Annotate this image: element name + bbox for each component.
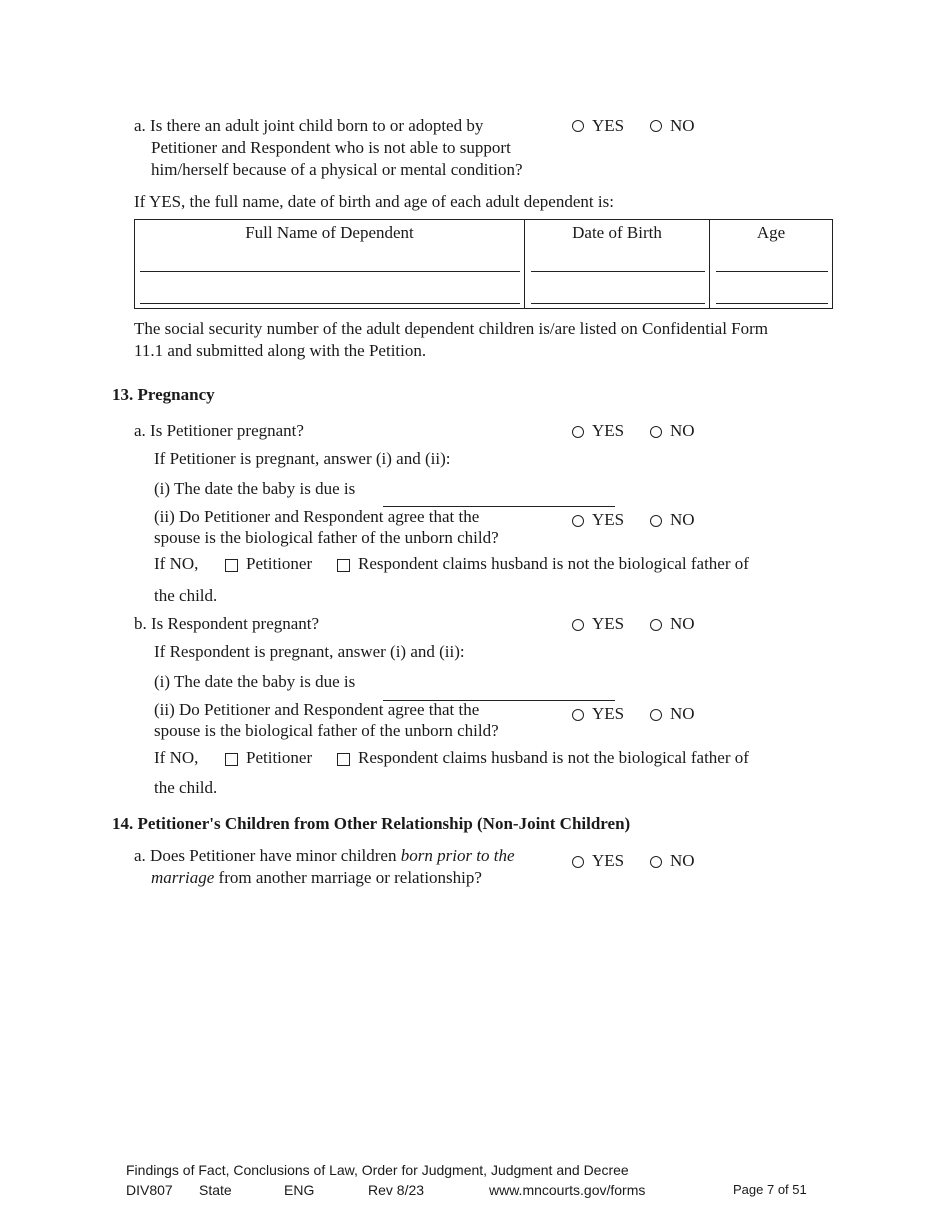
section-14-heading: 14. Petitioner's Children from Other Relationship (Non-Joint Children) [112,814,631,833]
dependent-2-name-field[interactable] [140,303,520,304]
q13b-no-radio[interactable] [650,619,662,631]
q13b-petitioner-label: Petitioner [246,748,313,767]
q13a-petitioner-checkbox[interactable] [225,559,238,572]
ssn-note-line1: The social security number of the adult dependent children is/are listed on Confidential Form [134,319,769,338]
q13a-no-label: NO [670,421,695,440]
q13b-agree-no-radio[interactable] [650,709,662,721]
footer-state: State [199,1182,232,1198]
q14a-text-italic2: marriage [151,868,215,887]
footer-revision: Rev 8/23 [368,1182,425,1198]
ssn-note-line2: 11.1 and submitted along with the Petition. [134,341,427,360]
q12a-no-radio[interactable] [650,120,662,132]
header-date-of-birth: Date of Birth [572,223,662,242]
q13b-the-child: the child. [154,778,218,797]
q12a-yes-radio[interactable] [572,120,584,132]
q13a-ifno-label: If NO, [154,554,199,573]
q14a-text-post: from another marriage or relationship? [214,868,482,887]
header-full-name: Full Name of Dependent [245,223,414,242]
dependent-2-age-field[interactable] [716,303,828,304]
q13a-agree-yes-radio[interactable] [572,515,584,527]
footer-form-number: DIV807 [126,1182,173,1198]
q13b-agree-yes-radio[interactable] [572,709,584,721]
question-adult-dependent-line1: a. Is there an adult joint child born to or adopted by [134,116,484,135]
q13b-no-label: NO [670,614,695,633]
q14a-no-radio[interactable] [650,856,662,868]
q13b-ifno-label: If NO, [154,748,199,767]
dependent-1-dob-field[interactable] [531,271,705,272]
q13b-question: b. Is Respondent pregnant? [134,614,320,633]
q13b-respondent-claims-label: Respondent claims husband is not the biological father of [358,748,749,767]
q13b-respondent-checkbox[interactable] [337,753,350,766]
q14a-yes-radio[interactable] [572,856,584,868]
q13a-yes-radio[interactable] [572,426,584,438]
q13b-petitioner-checkbox[interactable] [225,753,238,766]
q13b-agree-line1: (ii) Do Petitioner and Respondent agree that the [154,700,480,719]
dependent-2-dob-field[interactable] [531,303,705,304]
q14a-question-line1 [134,845,515,867]
q14a-text-pre: a. Does Petitioner have minor children [134,846,401,865]
q13a-respondent-checkbox[interactable] [337,559,350,572]
q13a-respondent-claims-label: Respondent claims husband is not the biological father of [358,554,749,573]
q12a-yes-label: YES [592,116,625,135]
q13b-agree-yes-label: YES [592,704,625,723]
q13a-agree-yes-label: YES [592,510,625,529]
footer-url[interactable]: www.mncourts.gov/forms [489,1182,646,1198]
q13a-agree-no-label: NO [670,510,695,529]
q13b-yes-label: YES [592,614,625,633]
q13a-agree-line1: (ii) Do Petitioner and Respondent agree that the [154,507,480,526]
footer-page-number: Page 7 of 51 [733,1182,807,1197]
section-13-heading: 13. Pregnancy [112,385,215,404]
q13a-instruction: If Petitioner is pregnant, answer (i) and (ii): [154,449,451,468]
q14a-question-line2 [151,867,482,889]
question-adult-dependent-line2: Petitioner and Respondent who is not able to support [151,138,511,157]
q13a-yes-label: YES [592,421,625,440]
q14a-yes-label: YES [592,851,625,870]
q13a-the-child: the child. [154,586,218,605]
q14a-text-italic1: born prior to the [400,846,515,865]
q13a-agree-no-radio[interactable] [650,515,662,527]
q12a-no-label: NO [670,116,695,135]
q14a-no-label: NO [670,851,695,870]
footer-title: Findings of Fact, Conclusions of Law, Order for Judgment, Judgment and Decree [126,1162,629,1178]
q13b-instruction: If Respondent is pregnant, answer (i) and (ii): [154,642,465,661]
footer-language: ENG [284,1182,315,1198]
q13b-yes-radio[interactable] [572,619,584,631]
question-adult-dependent-line3: him/herself because of a physical or mental condition? [151,160,523,179]
dependents-intro: If YES, the full name, date of birth and age of each adult dependent is: [134,192,614,211]
dependent-1-name-field[interactable] [140,271,520,272]
q13a-petitioner-label: Petitioner [246,554,313,573]
q13a-no-radio[interactable] [650,426,662,438]
q13b-agree-line2: spouse is the biological father of the unborn child? [154,721,499,740]
q13b-agree-no-label: NO [670,704,695,723]
q13a-due-date-label: (i) The date the baby is due is [154,479,356,498]
q13b-due-date-label: (i) The date the baby is due is [154,672,356,691]
q13a-agree-line2: spouse is the biological father of the unborn child? [154,528,499,547]
dependent-1-age-field[interactable] [716,271,828,272]
header-age: Age [756,223,786,242]
q13a-question: a. Is Petitioner pregnant? [134,421,304,440]
